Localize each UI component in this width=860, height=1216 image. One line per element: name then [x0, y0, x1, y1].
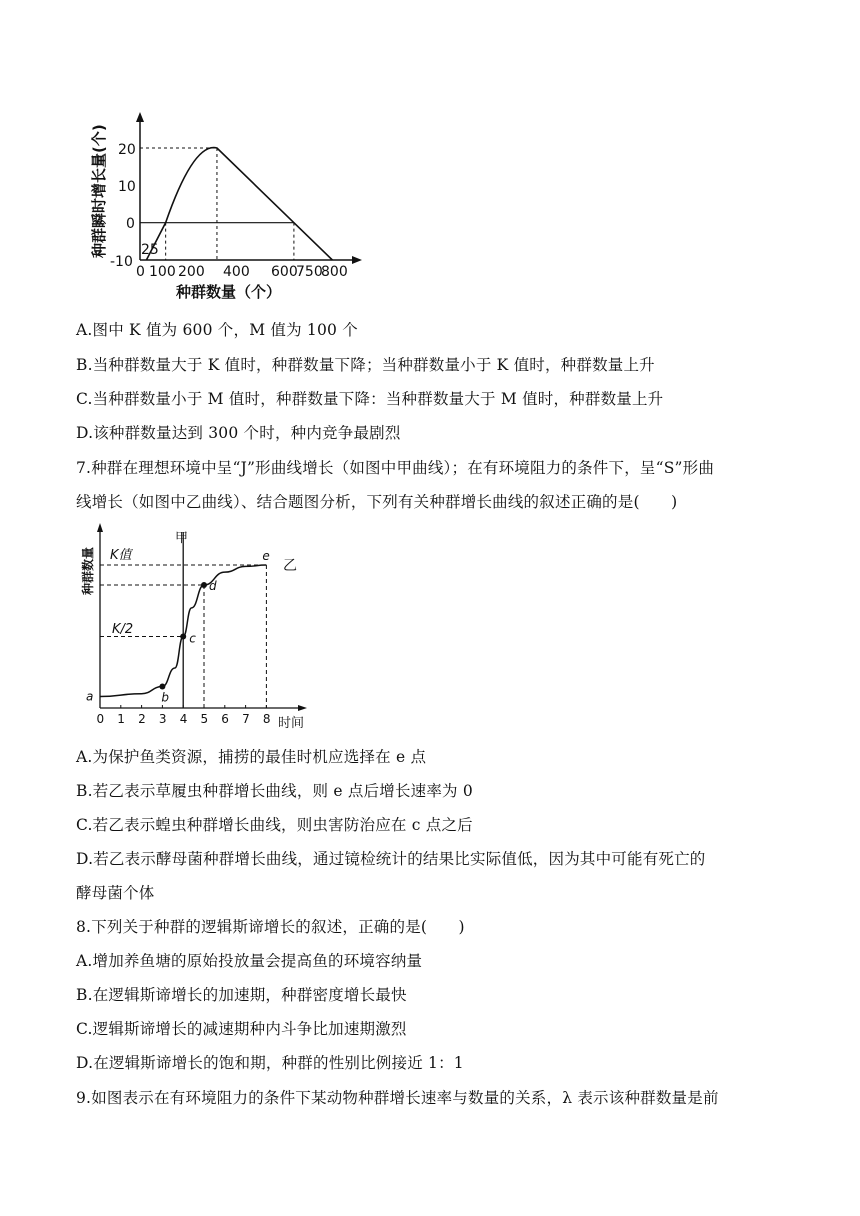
k-half-label: K/2 — [112, 622, 134, 637]
q8-option-a: A.增加养鱼塘的原始投放量会提高鱼的环境容纳量 — [76, 952, 423, 970]
q7-option-c: C.若乙表示蝗虫种群增长曲线，则虫害防治应在 c 点之后 — [76, 816, 473, 834]
x-tick-750: 750 — [296, 264, 323, 280]
y-tick-10: 10 — [118, 179, 136, 195]
x-tick-2: 2 — [138, 712, 146, 726]
x-tick-7: 7 — [242, 712, 250, 726]
x-axis-label: 时间 — [278, 716, 305, 731]
y-tick-neg10: -10 — [110, 254, 133, 270]
x-tick-200: 200 — [178, 264, 205, 280]
y-axis-label: 种群瞬时增长量(个) — [90, 124, 108, 258]
point-label-d: d — [209, 579, 217, 594]
point-label-a: a — [86, 689, 94, 704]
q6-option-c: C.当种群数量小于 M 值时，种群数量下降：当种群数量大于 M 值时，种群数量上升 — [76, 390, 664, 408]
q8-option-d: D.在逻辑斯谛增长的饱和期，种群的性别比例接近 1：1 — [76, 1054, 464, 1072]
chart-instantaneous-growth — [88, 108, 378, 308]
x-tick-1: 1 — [117, 712, 125, 726]
y-axis-arrow — [136, 112, 144, 122]
q9-stem: 9.如图表示在有环境阻力的条件下某动物种群增长速率与数量的关系，λ 表示该种群数量是前 — [76, 1089, 719, 1107]
x-axis-arrow — [352, 256, 362, 264]
q7-option-b: B.若乙表示草履虫种群增长曲线，则 e 点后增长速率为 0 — [76, 782, 473, 800]
x-tick-5: 5 — [200, 712, 209, 726]
growth-curve — [146, 148, 332, 260]
y-axis-arrow — [97, 523, 103, 532]
x-tick-400: 400 — [223, 264, 250, 280]
x-tick-3: 3 — [158, 712, 167, 726]
x-tick-6: 6 — [221, 712, 229, 726]
x-tick-100: 100 — [149, 264, 176, 280]
y-axis-label: 种群数量 — [81, 546, 95, 595]
point-label-e: e — [262, 549, 270, 563]
x-tick-8: 8 — [262, 712, 271, 726]
q7-option-a: A.为保护鱼类资源，捕捞的最佳时机应选择在 e 点 — [76, 748, 427, 766]
q8-option-c: C.逻辑斯谛增长的减速期种内斗争比加速期激烈 — [76, 1020, 407, 1038]
point-b — [159, 684, 165, 690]
q8-stem: 8.下列关于种群的逻辑斯谛增长的叙述，正确的是( ) — [76, 918, 465, 936]
extra-label-25: 25 — [141, 242, 159, 258]
q6-option-a: A.图中 K 值为 600 个，M 值为 100 个 — [76, 321, 358, 339]
point-d — [201, 582, 207, 588]
series-jia-label: 甲 — [175, 531, 189, 546]
y-tick-20: 20 — [118, 142, 136, 158]
k-value-label: K值 — [110, 548, 132, 563]
point-c — [180, 634, 186, 640]
chart-jshaped-sshaped — [80, 520, 320, 735]
x-tick-800: 800 — [321, 264, 348, 280]
point-label-b: b — [161, 690, 170, 705]
q7-stem-line1: 7.种群在理想环境中呈“J”形曲线增长（如图中甲曲线）；在有环境阻力的条件下，呈“S”形曲 — [76, 459, 715, 477]
q7-option-d-cont: 酵母菌个体 — [76, 884, 155, 902]
x-tick-4: 4 — [179, 712, 188, 726]
series-yi-label: 乙 — [283, 558, 297, 574]
x-tick-0: 0 — [136, 264, 145, 280]
q6-option-b: B.当种群数量大于 K 值时，种群数量下降；当种群数量小于 K 值时，种群数量上升 — [76, 356, 655, 374]
q8-option-b: B.在逻辑斯谛增长的加速期，种群密度增长最快 — [76, 986, 407, 1004]
q7-stem-line2: 线增长（如图中乙曲线）、结合题图分析，下列有关种群增长曲线的叙述正确的是( ) — [76, 493, 678, 511]
x-axis-label: 种群数量（个） — [176, 283, 282, 301]
y-tick-0: 0 — [126, 216, 135, 232]
point-label-c: c — [189, 631, 196, 646]
x-tick-600: 600 — [271, 264, 298, 280]
x-tick-0: 0 — [96, 712, 105, 726]
q7-option-d: D.若乙表示酵母菌种群增长曲线，通过镜检统计的结果比实际值低，因为其中可能有死亡的 — [76, 850, 706, 868]
x-axis-arrow — [298, 705, 307, 711]
q6-option-d: D.该种群数量达到 300 个时，种内竞争最剧烈 — [76, 424, 401, 442]
